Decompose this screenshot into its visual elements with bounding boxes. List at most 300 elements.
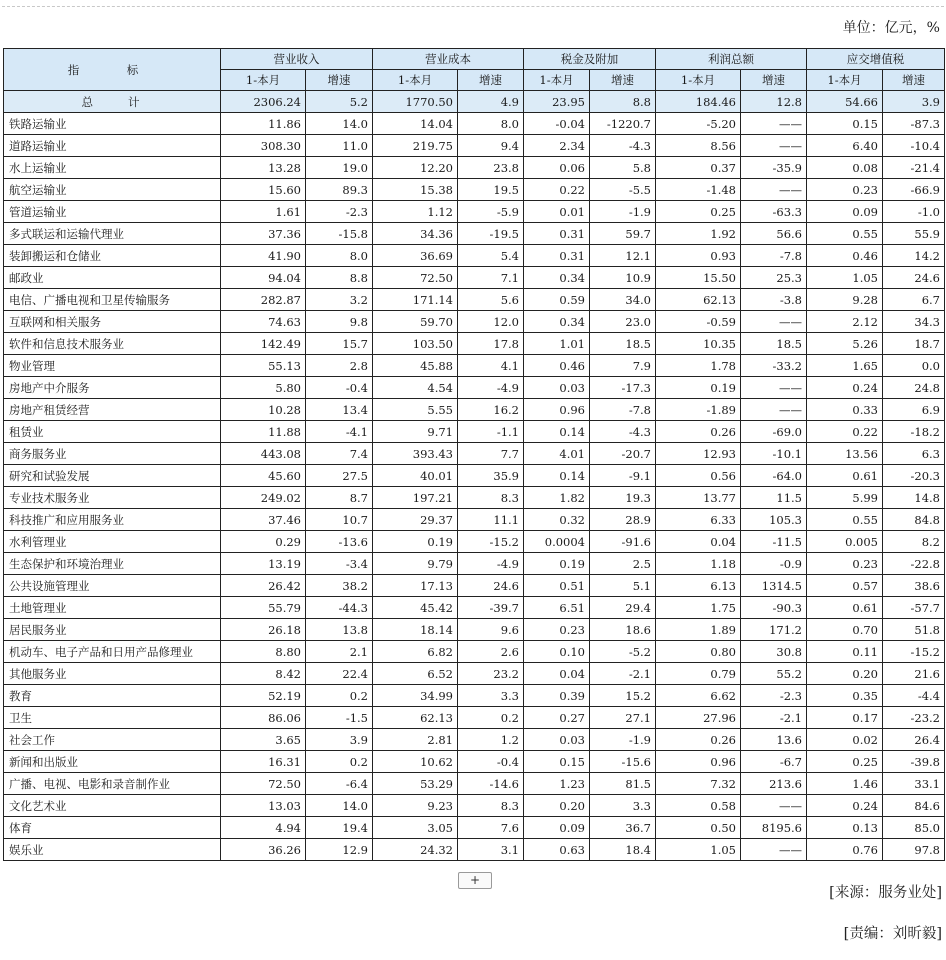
cell-profit-ytd: 1.18 — [656, 553, 741, 575]
cell-profit-growth: 1314.5 — [741, 575, 807, 597]
table-row — [4, 839, 945, 861]
cell-cost-ytd: 1.12 — [373, 201, 458, 223]
cell-taxes-ytd: 0.03 — [524, 729, 590, 751]
cell-cost-ytd: 62.13 — [373, 707, 458, 729]
cell-taxes-ytd: 0.22 — [524, 179, 590, 201]
cell-taxes-growth: 7.9 — [590, 355, 656, 377]
table-row — [4, 707, 945, 729]
cell-taxes-growth: 18.5 — [590, 333, 656, 355]
cell-revenue-growth: 13.4 — [306, 399, 373, 421]
cell-cost-ytd: 40.01 — [373, 465, 458, 487]
cell-cost-ytd: 24.32 — [373, 839, 458, 861]
cell-revenue-growth: 9.8 — [306, 311, 373, 333]
cell-cost-growth: 0.2 — [458, 707, 524, 729]
cell-taxes-ytd: 0.31 — [524, 223, 590, 245]
cell-profit-growth: 11.5 — [741, 487, 807, 509]
cell-taxes-growth: 18.6 — [590, 619, 656, 641]
cell-revenue-ytd: 72.50 — [221, 773, 306, 795]
cell-taxes-growth: 5.1 — [590, 575, 656, 597]
cell-cost-ytd: 219.75 — [373, 135, 458, 157]
cell-profit-ytd: -1.89 — [656, 399, 741, 421]
cell-vat-growth: 85.0 — [883, 817, 945, 839]
row-label: 航空运输业 — [4, 179, 221, 201]
row-label: 水上运输业 — [4, 157, 221, 179]
cell-taxes-growth: 2.5 — [590, 553, 656, 575]
cell-profit-ytd: 0.93 — [656, 245, 741, 267]
cell-cost-ytd: 34.99 — [373, 685, 458, 707]
row-label: 新闻和出版业 — [4, 751, 221, 773]
cell-vat-growth: 18.7 — [883, 333, 945, 355]
cell-vat-growth: -39.8 — [883, 751, 945, 773]
cell-vat-growth: 6.7 — [883, 289, 945, 311]
cell-revenue-growth: 14.0 — [306, 795, 373, 817]
row-label: 娱乐业 — [4, 839, 221, 861]
cell-revenue-growth: -15.8 — [306, 223, 373, 245]
cell-vat-ytd: 0.57 — [807, 575, 883, 597]
cell-profit-growth: 213.6 — [741, 773, 807, 795]
cell-profit-growth: -3.8 — [741, 289, 807, 311]
table-row — [4, 399, 945, 421]
cell-vat-ytd: 9.28 — [807, 289, 883, 311]
cell-taxes-ytd: 0.34 — [524, 311, 590, 333]
cell-profit-growth: —— — [741, 795, 807, 817]
group-header-revenue: 营业收入 — [221, 49, 373, 70]
row-label: 教育 — [4, 685, 221, 707]
table-row — [4, 465, 945, 487]
editor-credit: [责编：刘昕毅] — [843, 926, 942, 942]
cell-taxes-growth: -20.7 — [590, 443, 656, 465]
cell-cost-growth: 11.1 — [458, 509, 524, 531]
cell-cost-ytd: 4.54 — [373, 377, 458, 399]
unit-label: 单位：亿元，% — [842, 20, 940, 36]
cell-profit-growth: —— — [741, 179, 807, 201]
cell-taxes-ytd: 1.82 — [524, 487, 590, 509]
cell-vat-ytd: 0.02 — [807, 729, 883, 751]
cell-taxes-ytd: 0.20 — [524, 795, 590, 817]
cell-profit-growth: -11.5 — [741, 531, 807, 553]
cell-vat-growth: 24.6 — [883, 267, 945, 289]
row-label: 多式联运和运输代理业 — [4, 223, 221, 245]
cell-revenue-growth: 14.0 — [306, 113, 373, 135]
table-row — [4, 201, 945, 223]
cell-profit-ytd: 0.19 — [656, 377, 741, 399]
cell-taxes-growth: -1.9 — [590, 201, 656, 223]
cell-vat-growth: -66.9 — [883, 179, 945, 201]
cell-revenue-ytd: 11.86 — [221, 113, 306, 135]
cell-revenue-growth: 2.1 — [306, 641, 373, 663]
table-row — [4, 289, 945, 311]
cell-profit-ytd: -1.48 — [656, 179, 741, 201]
cell-profit-ytd: 1.05 — [656, 839, 741, 861]
cell-vat-growth: 0.0 — [883, 355, 945, 377]
table-row — [4, 531, 945, 553]
cell-profit-growth: 55.2 — [741, 663, 807, 685]
table-row — [4, 443, 945, 465]
cell-cost-ytd: 18.14 — [373, 619, 458, 641]
group-header-profit: 利润总额 — [656, 49, 807, 70]
cell-revenue-growth: 12.9 — [306, 839, 373, 861]
table-row — [4, 157, 945, 179]
cell-cost-ytd: 197.21 — [373, 487, 458, 509]
cell-taxes-ytd: 0.46 — [524, 355, 590, 377]
row-label: 土地管理业 — [4, 597, 221, 619]
table-row — [4, 487, 945, 509]
cell-revenue-ytd: 36.26 — [221, 839, 306, 861]
cell-revenue-ytd: 10.28 — [221, 399, 306, 421]
cell-cost-ytd: 2.81 — [373, 729, 458, 751]
cell-taxes-growth: 10.9 — [590, 267, 656, 289]
table-row — [4, 597, 945, 619]
cell-vat-growth: 6.3 — [883, 443, 945, 465]
cell-taxes-ytd: 0.14 — [524, 465, 590, 487]
cell-revenue-growth: 8.0 — [306, 245, 373, 267]
row-label: 其他服务业 — [4, 663, 221, 685]
cell-profit-ytd: 0.80 — [656, 641, 741, 663]
cell-cost-ytd: 9.71 — [373, 421, 458, 443]
cell-cost-ytd: 17.13 — [373, 575, 458, 597]
row-label: 互联网和相关服务 — [4, 311, 221, 333]
cell-profit-growth: -2.1 — [741, 707, 807, 729]
cell-revenue-growth: -2.3 — [306, 201, 373, 223]
cell-taxes-ytd: 0.14 — [524, 421, 590, 443]
cell-vat-ytd: 0.15 — [807, 113, 883, 135]
row-label: 水利管理业 — [4, 531, 221, 553]
cell-revenue-growth: 3.9 — [306, 729, 373, 751]
cell-revenue-ytd: 52.19 — [221, 685, 306, 707]
cell-taxes-growth: -5.5 — [590, 179, 656, 201]
cell-taxes-growth: 36.7 — [590, 817, 656, 839]
cell-vat-growth: -18.2 — [883, 421, 945, 443]
cell-cost-growth: -14.6 — [458, 773, 524, 795]
cell-vat-growth: -4.4 — [883, 685, 945, 707]
cell-vat-growth: 14.8 — [883, 487, 945, 509]
cell-profit-growth: 171.2 — [741, 619, 807, 641]
cell-cost-ytd: 15.38 — [373, 179, 458, 201]
cell-vat-growth: -1.0 — [883, 201, 945, 223]
cell-profit-ytd: 15.50 — [656, 267, 741, 289]
cell-taxes-growth: 34.0 — [590, 289, 656, 311]
cell-vat-growth: 14.2 — [883, 245, 945, 267]
row-label: 公共设施管理业 — [4, 575, 221, 597]
table-row — [4, 267, 945, 289]
cell-cost-ytd: 393.43 — [373, 443, 458, 465]
cell-vat-ytd: 0.13 — [807, 817, 883, 839]
cell-taxes-ytd: 6.51 — [524, 597, 590, 619]
cell-revenue-ytd: 249.02 — [221, 487, 306, 509]
cell-taxes-ytd: -0.04 — [524, 113, 590, 135]
cell-revenue-ytd: 16.31 — [221, 751, 306, 773]
cell-revenue-growth: 8.8 — [306, 267, 373, 289]
cell-profit-growth: —— — [741, 311, 807, 333]
cell-revenue-growth: 89.3 — [306, 179, 373, 201]
cell-profit-ytd: 6.33 — [656, 509, 741, 531]
row-label: 居民服务业 — [4, 619, 221, 641]
cell-vat-growth: 55.9 — [883, 223, 945, 245]
cell-profit-ytd: 184.46 — [656, 91, 741, 113]
cell-vat-ytd: 0.23 — [807, 553, 883, 575]
subheader-ytd: 1-本月 — [221, 70, 306, 91]
cell-cost-growth: -39.7 — [458, 597, 524, 619]
cell-revenue-ytd: 0.29 — [221, 531, 306, 553]
cell-profit-ytd: 7.32 — [656, 773, 741, 795]
cell-revenue-growth: 0.2 — [306, 685, 373, 707]
cell-cost-ytd: 45.88 — [373, 355, 458, 377]
cell-taxes-growth: 28.9 — [590, 509, 656, 531]
cell-taxes-growth: 23.0 — [590, 311, 656, 333]
row-label: 装卸搬运和仓储业 — [4, 245, 221, 267]
cell-revenue-ytd: 55.13 — [221, 355, 306, 377]
table-row — [4, 377, 945, 399]
cell-revenue-ytd: 13.03 — [221, 795, 306, 817]
cell-cost-growth: 17.8 — [458, 333, 524, 355]
cell-taxes-ytd: 0.09 — [524, 817, 590, 839]
row-label: 商务服务业 — [4, 443, 221, 465]
cell-profit-ytd: -0.59 — [656, 311, 741, 333]
cell-vat-growth: 34.3 — [883, 311, 945, 333]
row-label: 体育 — [4, 817, 221, 839]
cell-vat-growth: 84.6 — [883, 795, 945, 817]
cell-taxes-growth: -9.1 — [590, 465, 656, 487]
cell-profit-growth: -64.0 — [741, 465, 807, 487]
group-header-vat: 应交增值税 — [807, 49, 945, 70]
cell-profit-growth: -63.3 — [741, 201, 807, 223]
cell-taxes-ytd: 4.01 — [524, 443, 590, 465]
cell-vat-ytd: 2.12 — [807, 311, 883, 333]
cell-taxes-growth: 12.1 — [590, 245, 656, 267]
cell-revenue-ytd: 26.42 — [221, 575, 306, 597]
cell-cost-growth: 23.8 — [458, 157, 524, 179]
cell-vat-growth: -10.4 — [883, 135, 945, 157]
table-row — [4, 663, 945, 685]
row-label: 铁路运输业 — [4, 113, 221, 135]
row-label: 软件和信息技术服务业 — [4, 333, 221, 355]
cell-revenue-growth: 10.7 — [306, 509, 373, 531]
cell-taxes-ytd: 0.27 — [524, 707, 590, 729]
cell-profit-growth: -6.7 — [741, 751, 807, 773]
cell-profit-growth: —— — [741, 399, 807, 421]
cell-revenue-growth: 13.8 — [306, 619, 373, 641]
row-label: 邮政业 — [4, 267, 221, 289]
cell-vat-growth: -22.8 — [883, 553, 945, 575]
cell-taxes-growth: 5.8 — [590, 157, 656, 179]
cell-profit-ytd: 1.92 — [656, 223, 741, 245]
cell-cost-growth: -15.2 — [458, 531, 524, 553]
cell-profit-ytd: 8.56 — [656, 135, 741, 157]
cell-vat-growth: 24.8 — [883, 377, 945, 399]
cell-revenue-ytd: 45.60 — [221, 465, 306, 487]
subheader-growth: 增速 — [741, 70, 807, 91]
cell-cost-ytd: 6.82 — [373, 641, 458, 663]
cell-cost-growth: 5.4 — [458, 245, 524, 267]
row-label: 机动车、电子产品和日用产品修理业 — [4, 641, 221, 663]
cell-revenue-ytd: 5.80 — [221, 377, 306, 399]
cell-taxes-ytd: 0.01 — [524, 201, 590, 223]
cell-revenue-growth: 22.4 — [306, 663, 373, 685]
row-label: 专业技术服务业 — [4, 487, 221, 509]
table-row — [4, 333, 945, 355]
cell-revenue-growth: 5.2 — [306, 91, 373, 113]
cell-cost-growth: 4.1 — [458, 355, 524, 377]
row-label: 管道运输业 — [4, 201, 221, 223]
cell-taxes-ytd: 1.01 — [524, 333, 590, 355]
cell-cost-growth: 35.9 — [458, 465, 524, 487]
cell-revenue-growth: 2.8 — [306, 355, 373, 377]
cell-cost-ytd: 5.55 — [373, 399, 458, 421]
cell-vat-ytd: 0.20 — [807, 663, 883, 685]
cell-revenue-growth: 0.2 — [306, 751, 373, 773]
cell-vat-ytd: 0.09 — [807, 201, 883, 223]
cell-profit-growth: 25.3 — [741, 267, 807, 289]
cell-cost-growth: 4.9 — [458, 91, 524, 113]
cell-revenue-ytd: 282.87 — [221, 289, 306, 311]
cell-vat-ytd: 0.005 — [807, 531, 883, 553]
cell-revenue-ytd: 55.79 — [221, 597, 306, 619]
cell-vat-ytd: 13.56 — [807, 443, 883, 465]
cell-vat-ytd: 0.23 — [807, 179, 883, 201]
cell-cost-ytd: 1770.50 — [373, 91, 458, 113]
cell-cost-growth: 3.1 — [458, 839, 524, 861]
cell-profit-growth: -7.8 — [741, 245, 807, 267]
cell-revenue-growth: 19.4 — [306, 817, 373, 839]
cell-vat-ytd: 0.24 — [807, 377, 883, 399]
cell-profit-growth: —— — [741, 839, 807, 861]
cell-cost-ytd: 29.37 — [373, 509, 458, 531]
cell-cost-growth: 19.5 — [458, 179, 524, 201]
cell-taxes-ytd: 0.06 — [524, 157, 590, 179]
cell-cost-growth: 2.6 — [458, 641, 524, 663]
cell-cost-ytd: 3.05 — [373, 817, 458, 839]
cell-taxes-ytd: 0.0004 — [524, 531, 590, 553]
cell-vat-growth: -21.4 — [883, 157, 945, 179]
cell-profit-growth: 30.8 — [741, 641, 807, 663]
expand-button[interactable]: + — [458, 872, 492, 889]
cell-revenue-growth: -6.4 — [306, 773, 373, 795]
cell-revenue-ytd: 13.19 — [221, 553, 306, 575]
subheader-ytd: 1-本月 — [373, 70, 458, 91]
cell-revenue-ytd: 37.36 — [221, 223, 306, 245]
cell-vat-growth: 84.8 — [883, 509, 945, 531]
cell-revenue-ytd: 8.80 — [221, 641, 306, 663]
cell-profit-ytd: 0.58 — [656, 795, 741, 817]
cell-profit-ytd: 0.26 — [656, 729, 741, 751]
cell-taxes-ytd: 0.39 — [524, 685, 590, 707]
cell-revenue-ytd: 1.61 — [221, 201, 306, 223]
cell-revenue-ytd: 13.28 — [221, 157, 306, 179]
cell-revenue-ytd: 86.06 — [221, 707, 306, 729]
row-label: 生态保护和环境治理业 — [4, 553, 221, 575]
cell-taxes-ytd: 0.15 — [524, 751, 590, 773]
cell-cost-growth: -0.4 — [458, 751, 524, 773]
row-label: 总 计 — [4, 91, 221, 113]
cell-vat-ytd: 0.61 — [807, 465, 883, 487]
cell-vat-growth: 26.4 — [883, 729, 945, 751]
subheader-growth: 增速 — [590, 70, 656, 91]
cell-cost-growth: 7.1 — [458, 267, 524, 289]
cell-revenue-growth: -3.4 — [306, 553, 373, 575]
cell-revenue-ytd: 94.04 — [221, 267, 306, 289]
cell-vat-ytd: 0.35 — [807, 685, 883, 707]
cell-vat-ytd: 0.17 — [807, 707, 883, 729]
cell-taxes-growth: 15.2 — [590, 685, 656, 707]
cell-vat-growth: 38.6 — [883, 575, 945, 597]
cell-cost-ytd: 53.29 — [373, 773, 458, 795]
cell-profit-growth: 13.6 — [741, 729, 807, 751]
cell-taxes-ytd: 0.31 — [524, 245, 590, 267]
cell-profit-ytd: 0.56 — [656, 465, 741, 487]
row-label: 研究和试验发展 — [4, 465, 221, 487]
group-header-taxes: 税金及附加 — [524, 49, 656, 70]
cell-vat-ytd: 1.46 — [807, 773, 883, 795]
cell-revenue-ytd: 26.18 — [221, 619, 306, 641]
cell-taxes-growth: 29.4 — [590, 597, 656, 619]
cell-cost-ytd: 171.14 — [373, 289, 458, 311]
group-header-cost: 营业成本 — [373, 49, 524, 70]
subheader-ytd: 1-本月 — [524, 70, 590, 91]
cell-profit-growth: 18.5 — [741, 333, 807, 355]
table-row — [4, 619, 945, 641]
cell-cost-ytd: 14.04 — [373, 113, 458, 135]
cell-profit-ytd: 62.13 — [656, 289, 741, 311]
cell-taxes-ytd: 0.19 — [524, 553, 590, 575]
cell-profit-growth: -90.3 — [741, 597, 807, 619]
cell-vat-ytd: 0.11 — [807, 641, 883, 663]
cell-cost-growth: -5.9 — [458, 201, 524, 223]
cell-cost-growth: 16.2 — [458, 399, 524, 421]
cell-vat-growth: 33.1 — [883, 773, 945, 795]
cell-vat-growth: 51.8 — [883, 619, 945, 641]
cell-profit-ytd: 1.75 — [656, 597, 741, 619]
cell-vat-ytd: 1.65 — [807, 355, 883, 377]
cell-profit-ytd: 0.04 — [656, 531, 741, 553]
cell-taxes-growth: -4.3 — [590, 421, 656, 443]
cell-revenue-ytd: 11.88 — [221, 421, 306, 443]
cell-revenue-growth: 8.7 — [306, 487, 373, 509]
cell-profit-ytd: 0.50 — [656, 817, 741, 839]
cell-cost-ytd: 9.23 — [373, 795, 458, 817]
cell-taxes-ytd: 0.51 — [524, 575, 590, 597]
cell-profit-growth: —— — [741, 377, 807, 399]
row-label: 广播、电视、电影和录音制作业 — [4, 773, 221, 795]
table-row — [4, 641, 945, 663]
cell-cost-growth: 7.6 — [458, 817, 524, 839]
cell-vat-ytd: 0.33 — [807, 399, 883, 421]
cell-profit-ytd: 13.77 — [656, 487, 741, 509]
cell-revenue-ytd: 4.94 — [221, 817, 306, 839]
cell-profit-ytd: 10.35 — [656, 333, 741, 355]
cell-taxes-growth: 19.3 — [590, 487, 656, 509]
cell-taxes-ytd: 0.03 — [524, 377, 590, 399]
row-label: 电信、广播电视和卫星传输服务 — [4, 289, 221, 311]
cell-taxes-growth: -7.8 — [590, 399, 656, 421]
table-row — [4, 113, 945, 135]
cell-taxes-growth: 8.8 — [590, 91, 656, 113]
cell-profit-growth: -10.1 — [741, 443, 807, 465]
cell-taxes-growth: -5.2 — [590, 641, 656, 663]
table-row — [4, 575, 945, 597]
cell-cost-growth: 1.2 — [458, 729, 524, 751]
cell-profit-ytd: 6.13 — [656, 575, 741, 597]
indicator-header: 指 标 — [4, 49, 221, 91]
cell-taxes-growth: -2.1 — [590, 663, 656, 685]
cell-revenue-growth: -4.1 — [306, 421, 373, 443]
row-label: 卫生 — [4, 707, 221, 729]
table-row — [4, 223, 945, 245]
table-row — [4, 179, 945, 201]
cell-profit-ytd: -5.20 — [656, 113, 741, 135]
cell-revenue-growth: -13.6 — [306, 531, 373, 553]
cell-cost-growth: 3.3 — [458, 685, 524, 707]
table-row — [4, 311, 945, 333]
